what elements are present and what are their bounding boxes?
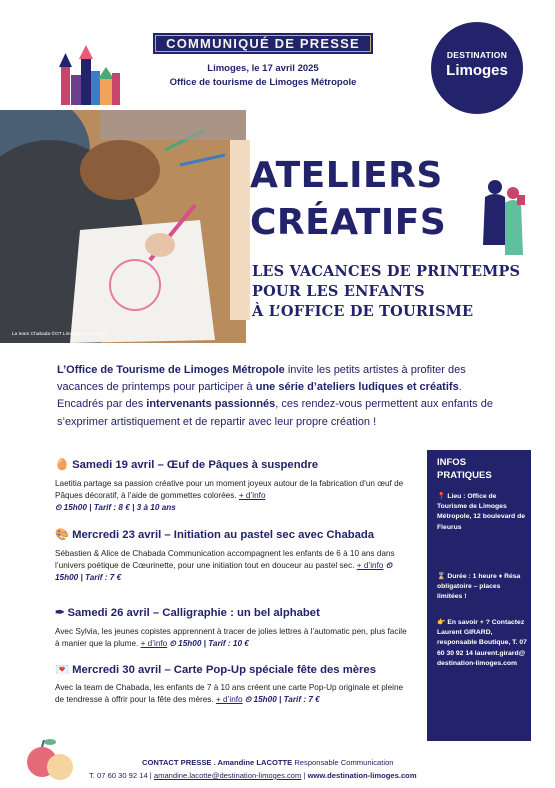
event-desc-text: Avec la team de Chabada, les enfants de 7 à 10 ans créent une carte Pop-Up originale et pleine de tendresse à offrir pour la fête des mères. bbox=[55, 683, 404, 705]
event-meta: ⏲ 15h00 | Tarif : 7 € bbox=[55, 561, 393, 583]
event-title-4 bbox=[55, 663, 376, 676]
heart-letter-icon: 💌 bbox=[55, 664, 70, 676]
event-title-2 bbox=[55, 528, 374, 541]
event-desc-3 bbox=[55, 626, 410, 650]
footer-separator: | bbox=[303, 771, 306, 780]
destination-limoges-logo[interactable] bbox=[431, 22, 523, 114]
footer-phone: T. 07 60 30 92 14 | bbox=[89, 771, 152, 780]
intro-text-1: invite les petits artistes à profiter des vacances de printemps pour participer à bbox=[57, 364, 466, 394]
subtitle-line-2: POUR LES ENFANTS bbox=[252, 283, 425, 300]
footer-details-line bbox=[89, 771, 417, 780]
intro-paragraph bbox=[57, 362, 503, 431]
intro-text-2: . Encadrés par des bbox=[57, 381, 462, 411]
castle-illustration bbox=[55, 45, 135, 105]
egg-icon: 🥚 bbox=[55, 459, 70, 471]
subtitle-line-3: À L’OFFICE DE TOURISME bbox=[252, 303, 474, 320]
event-info-link[interactable]: + d’info bbox=[356, 561, 384, 571]
infos-location: 📍 Lieu : Office de Tourisme de Limoges Métropole, 12 boulevard de Fleurus bbox=[437, 493, 526, 531]
title-line-2: CRÉATIFS bbox=[250, 202, 447, 243]
footer-contact-line bbox=[142, 758, 394, 767]
event-desc-text: Laetitia partage sa passion créative pour un moment joyeux autour de la fabrication d’un œuf de Pâques décoratif, à l’aide de gommettes colorées. bbox=[55, 479, 404, 501]
intro-bold-2: une série d’ateliers ludiques et créatifs bbox=[255, 381, 459, 394]
subtitle-line-1: LES VACANCES DE PRINTEMPS bbox=[252, 263, 521, 280]
footer-contact-label: CONTACT PRESSE . Amandine LACOTTE bbox=[142, 758, 293, 767]
event-desc-1 bbox=[55, 478, 410, 515]
event-desc-4 bbox=[55, 682, 410, 706]
beige-accent-bar bbox=[230, 140, 250, 320]
infos-title-line-1: INFOS bbox=[437, 457, 467, 468]
press-release-banner: COMMUNIQUÉ DE PRESSE bbox=[153, 33, 373, 54]
event-meta: ⏲ 15h00 | Tarif : 8 € | 3 à 10 ans bbox=[55, 503, 176, 513]
people-illustration bbox=[473, 175, 533, 260]
intro-bold-3: intervenants passionnés bbox=[146, 398, 276, 411]
pen-icon: ✒ bbox=[55, 607, 65, 619]
event-title-text: Samedi 19 avril – Œuf de Pâques à suspendre bbox=[72, 459, 319, 471]
infos-panel bbox=[427, 450, 531, 741]
event-info-link[interactable]: + d’info bbox=[215, 695, 243, 705]
event-title-3 bbox=[55, 606, 320, 619]
event-title-text: Mercredi 30 avril – Carte Pop-Up spéciale fête des mères bbox=[72, 664, 376, 676]
event-title-text: Mercredi 23 avril – Initiation au pastel sec avec Chabada bbox=[72, 529, 375, 541]
event-meta: ⏲ 15h00 | Tarif : 10 € bbox=[169, 639, 249, 649]
title-line-1: ATELIERS bbox=[250, 155, 443, 196]
intro-text-3: , ces rendez-vous permettent aux enfants de s’exprimer artistiquement et de repartir avec leur propre création ! bbox=[57, 398, 493, 428]
event-desc-text: Avec Sylvia, les jeunes copistes apprennent à tracer de jolies lettres à l’automatic pen, plus facile à manier que la plume. bbox=[55, 627, 407, 649]
infos-title-line-2: PRATIQUES bbox=[437, 470, 492, 481]
workshop-photo bbox=[0, 110, 246, 343]
press-office: Office de tourisme de Limoges Métropole bbox=[169, 77, 357, 88]
intro-bold-1: L’Office de Tourisme de Limoges Métropole bbox=[57, 364, 285, 376]
event-info-link[interactable]: + d’info bbox=[140, 639, 168, 649]
logo-top-text: DESTINATION bbox=[446, 50, 508, 60]
infos-title bbox=[437, 456, 492, 482]
logo-main-text: Limoges bbox=[446, 62, 508, 79]
event-desc-2 bbox=[55, 548, 410, 585]
footer-role: Responsable Communication bbox=[294, 758, 394, 767]
event-title-1 bbox=[55, 458, 318, 471]
event-title-text: Samedi 26 avril – Calligraphie : un bel alphabet bbox=[67, 607, 320, 619]
footer-website-link[interactable]: www.destination-limoges.com bbox=[307, 771, 417, 780]
press-date: Limoges, le 17 avril 2025 bbox=[207, 63, 319, 74]
palette-icon: 🎨 bbox=[55, 529, 70, 541]
event-info-link[interactable]: + d’info bbox=[238, 491, 266, 501]
infos-contact[interactable]: 👉 En savoir + ? Contactez Laurent GIRARD, responsable Boutique, T. 07 60 30 92 14 laurent.girard@ destination-limoges.com bbox=[437, 619, 527, 667]
footer-email-link[interactable]: amandine.lacotte@destination-limoges.com bbox=[153, 771, 302, 780]
event-desc-text: Sébastien & Alice de Chabada Communication accompagnent les enfants de 6 à 10 ans dans l’univers poétique de Cœurinette, pour une initiation tout en douceur au pastel sec. bbox=[55, 549, 395, 571]
event-meta: ⏲ 15h00 | Tarif : 7 € bbox=[244, 695, 320, 705]
photo-credit: La team Chabada ©OT Limoges Luna Midas bbox=[12, 332, 108, 337]
infos-duration: ⌛ Durée : 1 heure ♦ Résa obligatoire – places limitées ! bbox=[437, 573, 521, 601]
apples-illustration bbox=[22, 732, 78, 782]
